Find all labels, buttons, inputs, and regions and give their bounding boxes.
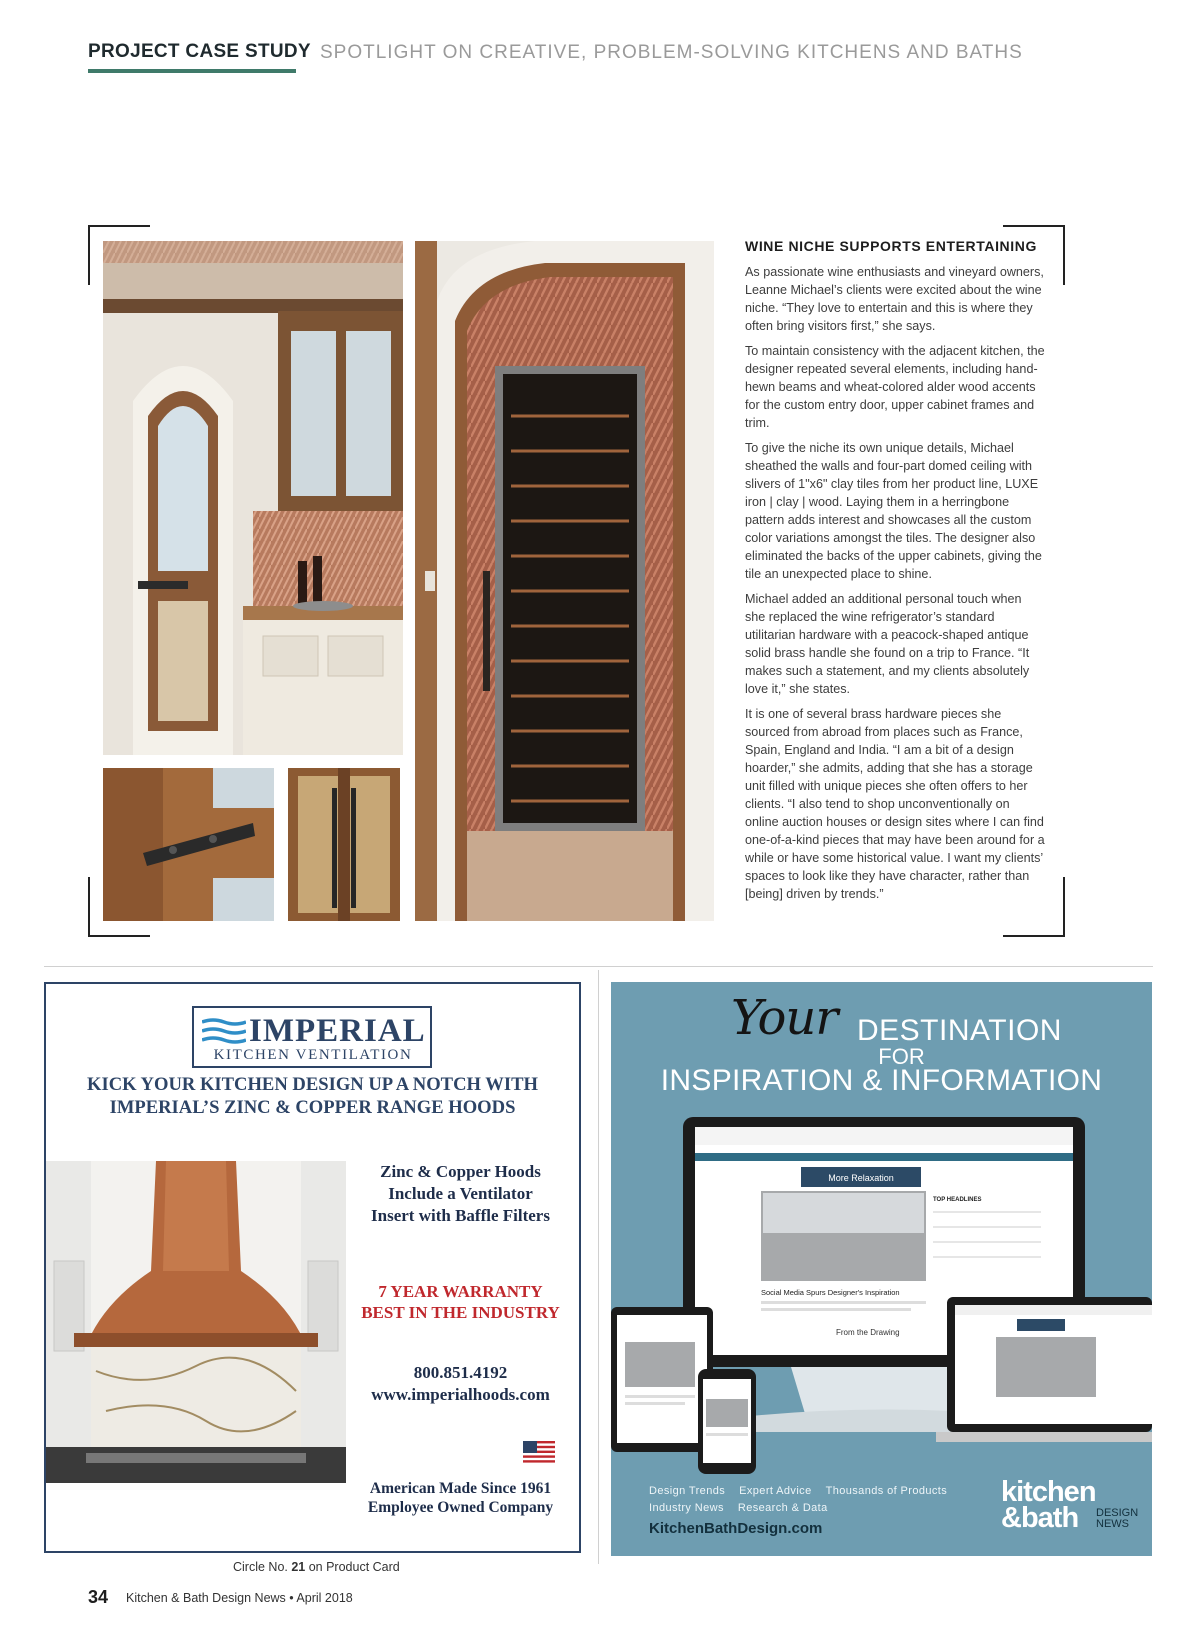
ad2-line-destination: DESTINATION xyxy=(857,1014,1062,1047)
article-paragraph: It is one of several brass hardware pieces she sourced from abroad from places such as France, Spain, England and India. “I am a bit of a design hoarder,” she admits, adding that she has a storage unit filled with unique pieces she often offers to her clients. “I also tend to shop unconventionally on online auction houses or design sites where I can find one-of-a-kind pieces that may have been around for a while or have some historical value. I want my clients’ spaces to look like they have character, rather than [being] driven by trends.” xyxy=(745,707,1045,901)
imperial-logo xyxy=(192,1006,432,1068)
us-flag-icon xyxy=(523,1441,555,1463)
ad-headline: KICK YOUR KITCHEN DESIGN UP A NOTCH WITH IMPERIAL’S ZINC & COPPER RANGE HOODS xyxy=(87,1074,538,1118)
screen-bottom-text: From the Drawing xyxy=(836,1328,900,1337)
imperial-ad[interactable] xyxy=(44,982,581,1553)
ad2-line-inspiration: INSPIRATION & INFORMATION xyxy=(660,1064,1103,1097)
photo-handle-detail xyxy=(288,768,400,921)
ad-warranty-text: 7 YEAR WARRANTY BEST IN THE INDUSTRY xyxy=(361,1282,560,1322)
page-number: 34 xyxy=(88,1587,109,1607)
screen-banner-text: More Relaxation xyxy=(828,1173,894,1183)
photo-hinge-detail xyxy=(103,768,274,921)
publication-line: Kitchen & Bath Design News • April 2018 xyxy=(126,1591,353,1605)
logo-subtitle: KITCHEN VENTILATION xyxy=(213,1047,413,1063)
ad2-website-link[interactable]: KitchenBathDesign.com xyxy=(649,1520,823,1537)
article-column xyxy=(745,238,1045,910)
section-divider xyxy=(44,966,1153,967)
screen-headline: Social Media Spurs Designer's Inspiration xyxy=(761,1288,900,1297)
ad-feature-text: Zinc & Copper Hoods Include a Ventilator Insert with Baffle Filters xyxy=(371,1162,550,1225)
section-kicker: PROJECT CASE STUDY xyxy=(88,41,311,62)
kbdn-ad[interactable] xyxy=(611,982,1152,1556)
kicker-underline xyxy=(88,69,296,73)
reader-service-note: Circle No. 21 on Product Card xyxy=(233,1560,400,1574)
article-heading: WINE NICHE SUPPORTS ENTERTAINING xyxy=(745,238,1037,254)
waves-icon xyxy=(202,1018,246,1044)
ad-contact[interactable] xyxy=(348,1362,573,1406)
ad-website-link[interactable]: www.imperialhoods.com xyxy=(371,1385,550,1404)
ad-phone[interactable]: 800.851.4192 xyxy=(413,1363,508,1382)
photo-wine-niche xyxy=(415,241,714,921)
article-paragraph: Michael added an additional personal touch when she replaced the wine refrigerator’s standard utilitarian hardware with a peacock-shaped antique solid brass handle she found on a trip to France. “It makes such a statement, and my clients absolutely love it,” she states. xyxy=(745,592,1030,696)
logo-wordmark: IMPERIAL xyxy=(249,1013,426,1049)
device-mockups xyxy=(611,1117,1152,1477)
photo-pantry-door xyxy=(103,241,403,755)
screen-side-title: TOP HEADLINES xyxy=(933,1197,982,1203)
article-paragraph: To give the niche its own unique details, Michael sheathed the walls and four-part domed ceiling with slivers of 1"x6" clay tiles from her product line, LUXE iron | clay | wood. Laying them in a herringbone pattern adds interest and showcases all the custom color variations amongst the tiles. The designer also eliminated the backs of the upper cabinets, giving the tile an unexpected place to shine. xyxy=(745,441,1042,581)
article-paragraph: To maintain consistency with the adjacent kitchen, the designer repeated several elements, including hand-hewn beams and wheat-colored alder wood accents for the custom entry door, upper cabinet frames and trim. xyxy=(745,344,1045,430)
kbdn-logo: kitchen &bath DESIGN NEWS xyxy=(1001,1476,1139,1534)
section-title: SPOTLIGHT ON CREATIVE, PROBLEM-SOLVING KITCHENS AND BATHS xyxy=(320,42,1023,63)
ad2-script-word: Your xyxy=(731,990,838,1046)
ad-made-in-usa: American Made Since 1961 Employee Owned Company xyxy=(367,1480,554,1516)
ad-divider xyxy=(598,970,599,1564)
range-hood-photo xyxy=(46,1161,346,1483)
article-paragraph: As passionate wine enthusiasts and vineyard owners, Leanne Michael’s clients were excited about the wine niche. “They love to entertain and this is where they often bring visitors first,” she says. xyxy=(745,265,1044,333)
ad2-tagline: Design Trends Expert Advice Thousands of Products Industry News Research & Data xyxy=(649,1485,948,1514)
ad2-line-for: FOR xyxy=(878,1044,925,1069)
